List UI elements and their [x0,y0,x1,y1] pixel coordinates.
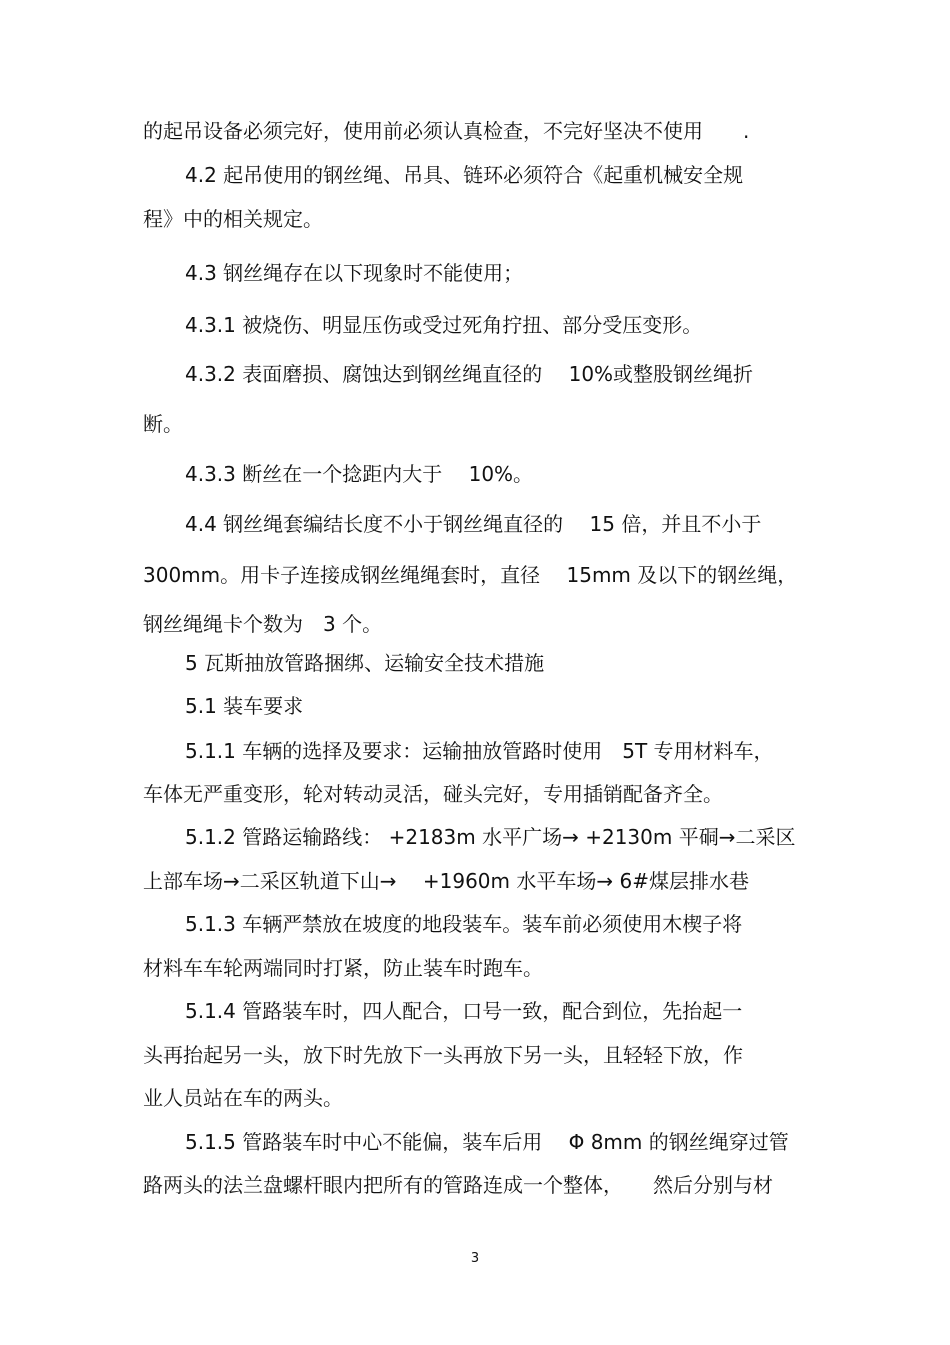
text-line: 上部车场→二采区轨道下山→ +1960m 水平车场→ 6#煤层排水巷 [143,869,749,893]
text-line: 断。 [143,412,183,436]
text-line: 4.3.1 被烧伤、明显压伤或受过死角拧扭、部分受压变形。 [185,313,703,337]
text-line: 4.4 钢丝绳套编结长度不小于钢丝绳直径的 15 倍，并且不小于 [185,512,762,536]
subsection-heading: 5.1 装车要求 [185,694,304,718]
text-line: 程》中的相关规定。 [143,207,323,231]
text-line: 业人员站在车的两头。 [143,1086,343,1110]
text-line: 4.2 起吊使用的钢丝绳、吊具、链环必须符合《起重机械安全规 [185,163,744,187]
text-line: 4.3.3 断丝在一个捻距内大于 10%。 [185,462,534,486]
text-line: 路两头的法兰盘螺杆眼内把所有的管路连成一个整体， 然后分别与材 [143,1173,773,1197]
text-line: 头再抬起另一头，放下时先放下一头再放下另一头，且轻轻下放，作 [143,1043,743,1067]
text-line: 4.3 钢丝绳存在以下现象时不能使用； [185,261,524,285]
text-line: 5.1.5 管路装车时中心不能偏，装车后用 Φ 8mm 的钢丝绳穿过管 [185,1130,789,1154]
text-line: 材料车车轮两端同时打紧，防止装车时跑车。 [143,956,543,980]
text-line: 5.1.1 车辆的选择及要求：运输抽放管路时使用 5T 专用材料车， [185,739,774,763]
text-line: 钢丝绳绳卡个数为 3 个。 [143,612,383,636]
text-line: 5.1.2 管路运输路线： +2183m 水平广场→ +2130m 平硐→二采区 [185,825,796,849]
text-line: 5.1.3 车辆严禁放在坡度的地段装车。装车前必须使用木楔子将 [185,912,743,936]
text-line: 4.3.2 表面磨损、腐蚀达到钢丝绳直径的 10%或整股钢丝绳折 [185,362,754,386]
text-line: 5.1.4 管路装车时，四人配合，口号一致，配合到位，先抬起一 [185,999,743,1023]
section-heading: 5 瓦斯抽放管路捆绑、运输安全技术措施 [185,651,545,675]
text-line: 的起吊设备必须完好，使用前必须认真检查，不完好坚决不使用 . [143,119,750,143]
text-line: 300mm。用卡子连接成钢丝绳绳套时，直径 15mm 及以下的钢丝绳， [143,563,798,587]
text-line: 车体无严重变形，轮对转动灵活，碰头完好，专用插销配备齐全。 [143,782,723,806]
page-number: 3 [470,1251,480,1266]
